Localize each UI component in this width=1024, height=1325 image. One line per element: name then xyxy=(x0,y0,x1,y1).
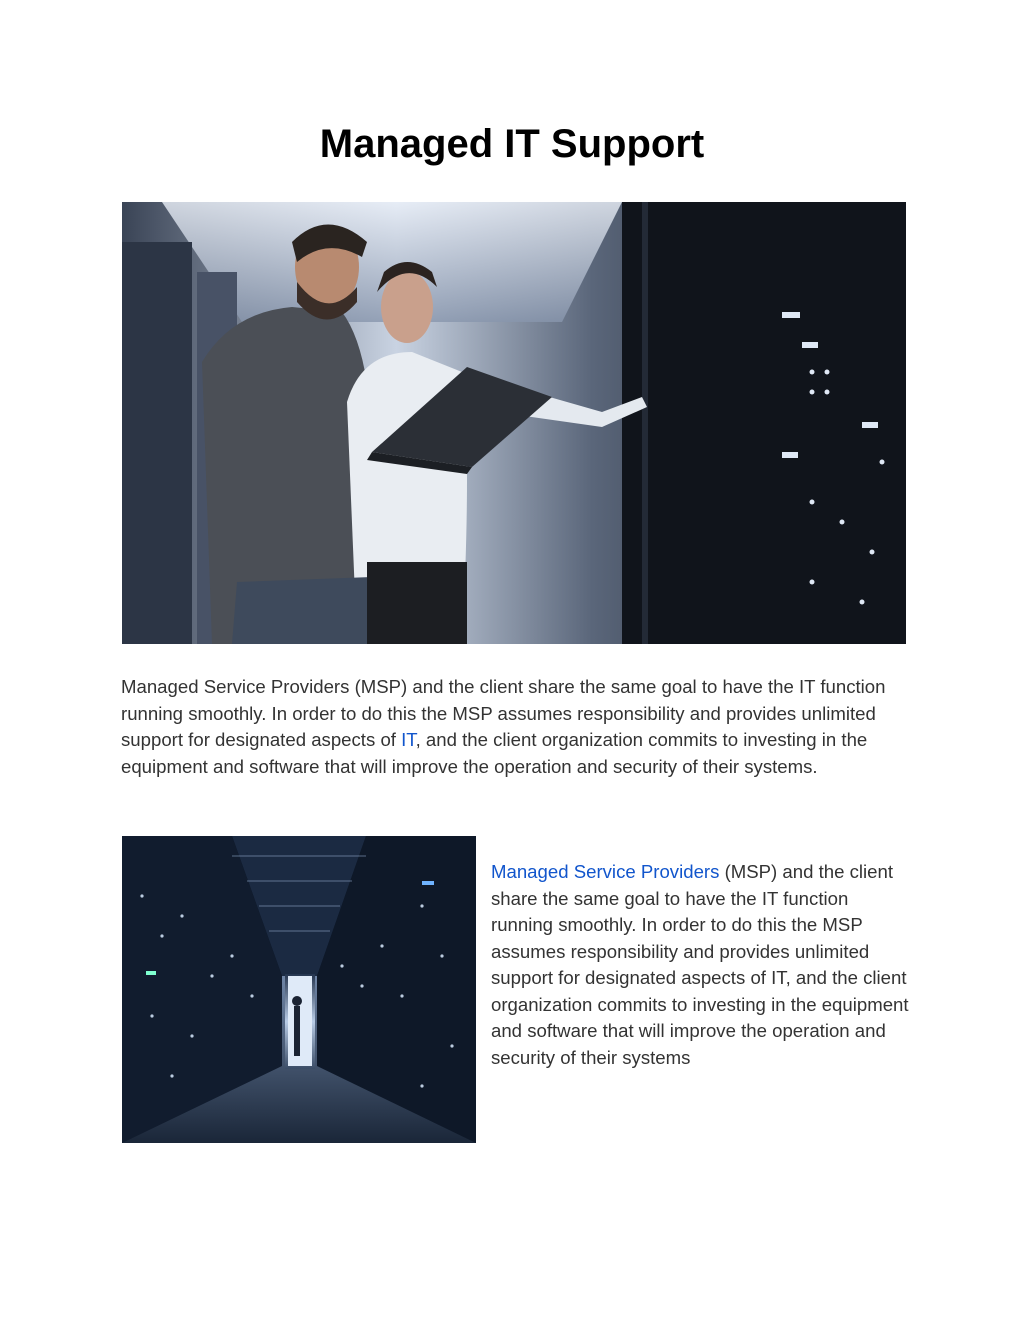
hero-photo-icon xyxy=(122,202,906,644)
msp-paragraph xyxy=(491,859,909,1071)
page-title: Managed IT Support xyxy=(319,122,705,166)
intro-text-after-link: , and the client organization commits to investing in the equipment and software that will improve the operation and security of their systems. xyxy=(121,729,868,777)
intro-paragraph xyxy=(121,674,911,780)
msp-text-after-link: (MSP) and the client share the same goal to have the IT function running smoothly. In order to do this the MSP assumes responsibility and provides unlimited support for designated aspects of IT, and the client organization commits to investing in the equipment and software that will improve the operation and security of their systems xyxy=(491,861,909,1068)
side-image xyxy=(122,836,476,1143)
managed-service-providers-link[interactable]: Managed Service Providers xyxy=(491,861,720,882)
server-room-photo-icon xyxy=(122,836,476,1143)
it-link[interactable]: IT xyxy=(401,729,416,750)
hero-image xyxy=(122,202,906,644)
intro-text-before-link: Managed Service Providers (MSP) and the client share the same goal to have the IT function running smoothly. In order to do this the MSP assumes responsibility and provides unlimited support for designated aspects of xyxy=(121,676,886,750)
